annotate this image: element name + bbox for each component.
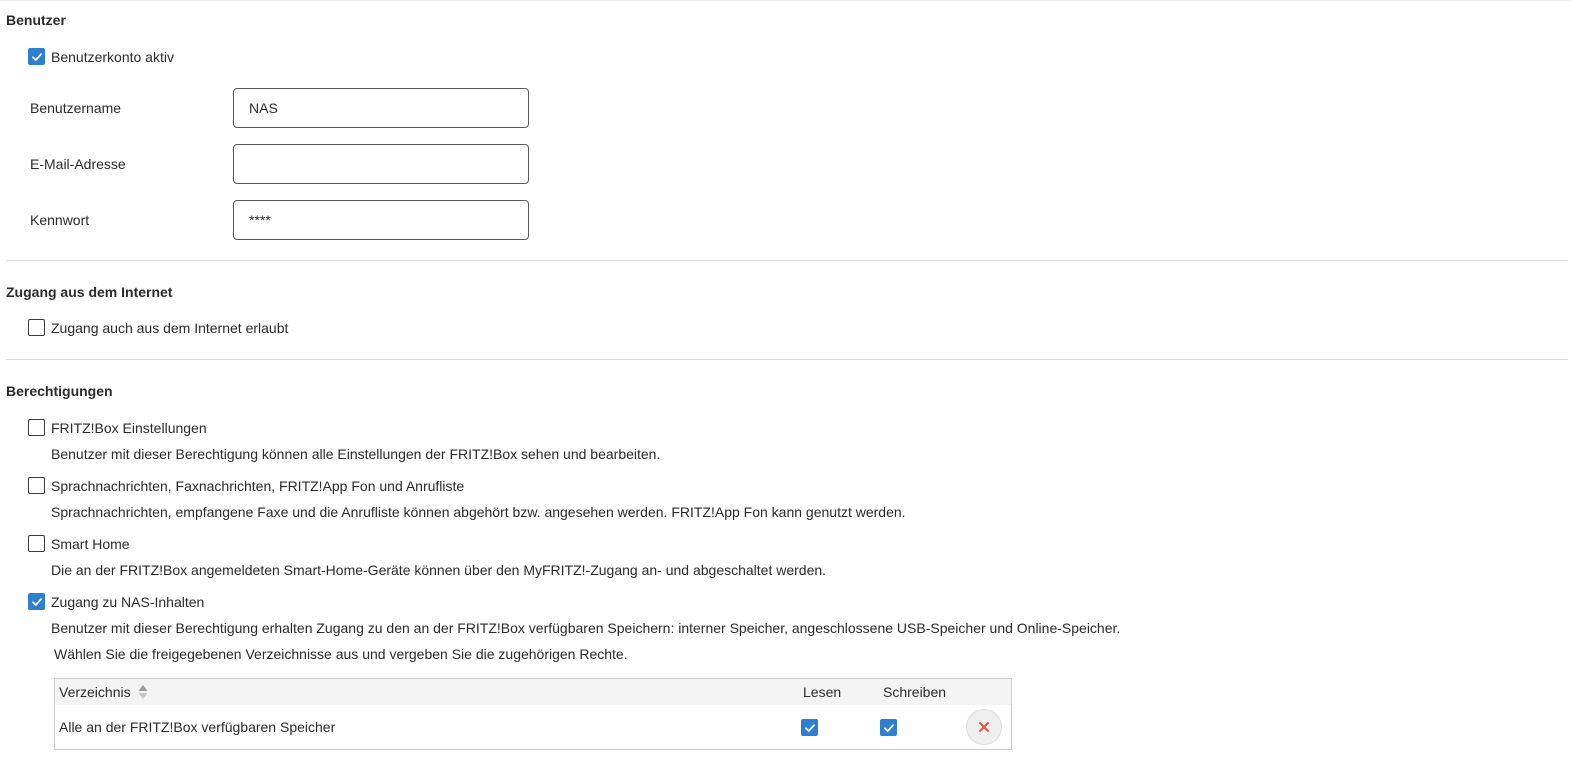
password-input[interactable] bbox=[233, 200, 529, 240]
permission-messages-desc: Sprachnachrichten, empfangene Faxe und die Anrufliste können abgehört bzw. angesehen werden. FRITZ!App Fon kann genutzt werden. bbox=[51, 504, 906, 520]
account-active-label: Benutzerkonto aktiv bbox=[51, 49, 174, 65]
permission-messages-label: Sprachnachrichten, Faxnachrichten, FRITZ!App Fon und Anrufliste bbox=[51, 478, 465, 494]
permission-fritzbox-settings-label: FRITZ!Box Einstellungen bbox=[51, 420, 207, 436]
internet-access-label: Zugang auch aus dem Internet erlaubt bbox=[51, 320, 289, 336]
username-label: Benutzername bbox=[30, 100, 122, 116]
directory-name: Alle an der FRITZ!Box verfügbaren Speicher bbox=[59, 719, 336, 735]
delete-row-button[interactable] bbox=[966, 709, 1002, 745]
top-border bbox=[0, 0, 1572, 1]
sort-icon[interactable] bbox=[137, 683, 149, 701]
email-input[interactable] bbox=[233, 144, 529, 184]
table-header bbox=[55, 679, 1011, 705]
column-header-directory[interactable]: Verzeichnis bbox=[59, 684, 131, 700]
column-header-read: Lesen bbox=[803, 684, 842, 700]
checkmark-icon bbox=[883, 722, 895, 734]
permission-smarthome-label: Smart Home bbox=[51, 536, 130, 552]
permission-fritzbox-settings-checkbox[interactable] bbox=[28, 419, 45, 436]
section-title-internet: Zugang aus dem Internet bbox=[6, 284, 173, 300]
permission-nas-checkbox[interactable] bbox=[28, 593, 45, 610]
email-label: E-Mail-Adresse bbox=[30, 156, 126, 172]
account-active-checkbox[interactable] bbox=[28, 48, 45, 65]
username-input[interactable] bbox=[233, 88, 529, 128]
divider bbox=[6, 359, 1568, 360]
permission-nas-desc: Benutzer mit dieser Berechtigung erhalten Zugang zu den an der FRITZ!Box verfügbaren Speichern: interner Speicher, angeschlossene USB-Speicher und Online-Speicher. bbox=[51, 620, 1121, 636]
internet-access-checkbox[interactable] bbox=[28, 319, 45, 336]
permission-nas-label: Zugang zu NAS-Inhalten bbox=[51, 594, 205, 610]
read-permission-checkbox[interactable] bbox=[801, 719, 818, 736]
column-header-write: Schreiben bbox=[883, 684, 947, 700]
permission-messages-checkbox[interactable] bbox=[28, 477, 45, 494]
password-label: Kennwort bbox=[30, 212, 90, 228]
permission-fritzbox-settings-desc: Benutzer mit dieser Berechtigung können alle Einstellungen der FRITZ!Box sehen und bearbeiten. bbox=[51, 446, 661, 462]
close-icon bbox=[978, 721, 990, 733]
permission-smarthome-desc: Die an der FRITZ!Box angemeldeten Smart-Home-Geräte können über den MyFRITZ!-Zugang an- und abgeschaltet werden. bbox=[51, 562, 827, 578]
divider bbox=[6, 260, 1568, 261]
permission-nas-desc-2: Wählen Sie die freigegebenen Verzeichnisse aus und vergeben Sie die zugehörigen Rechte. bbox=[54, 646, 628, 662]
checkmark-icon bbox=[31, 596, 43, 608]
checkmark-icon bbox=[804, 722, 816, 734]
section-title-benutzer: Benutzer bbox=[6, 12, 66, 28]
write-permission-checkbox[interactable] bbox=[880, 719, 897, 736]
permission-smarthome-checkbox[interactable] bbox=[28, 535, 45, 552]
section-title-berechtigungen: Berechtigungen bbox=[6, 383, 113, 399]
checkmark-icon bbox=[31, 51, 43, 63]
nas-directory-table bbox=[54, 678, 1012, 750]
